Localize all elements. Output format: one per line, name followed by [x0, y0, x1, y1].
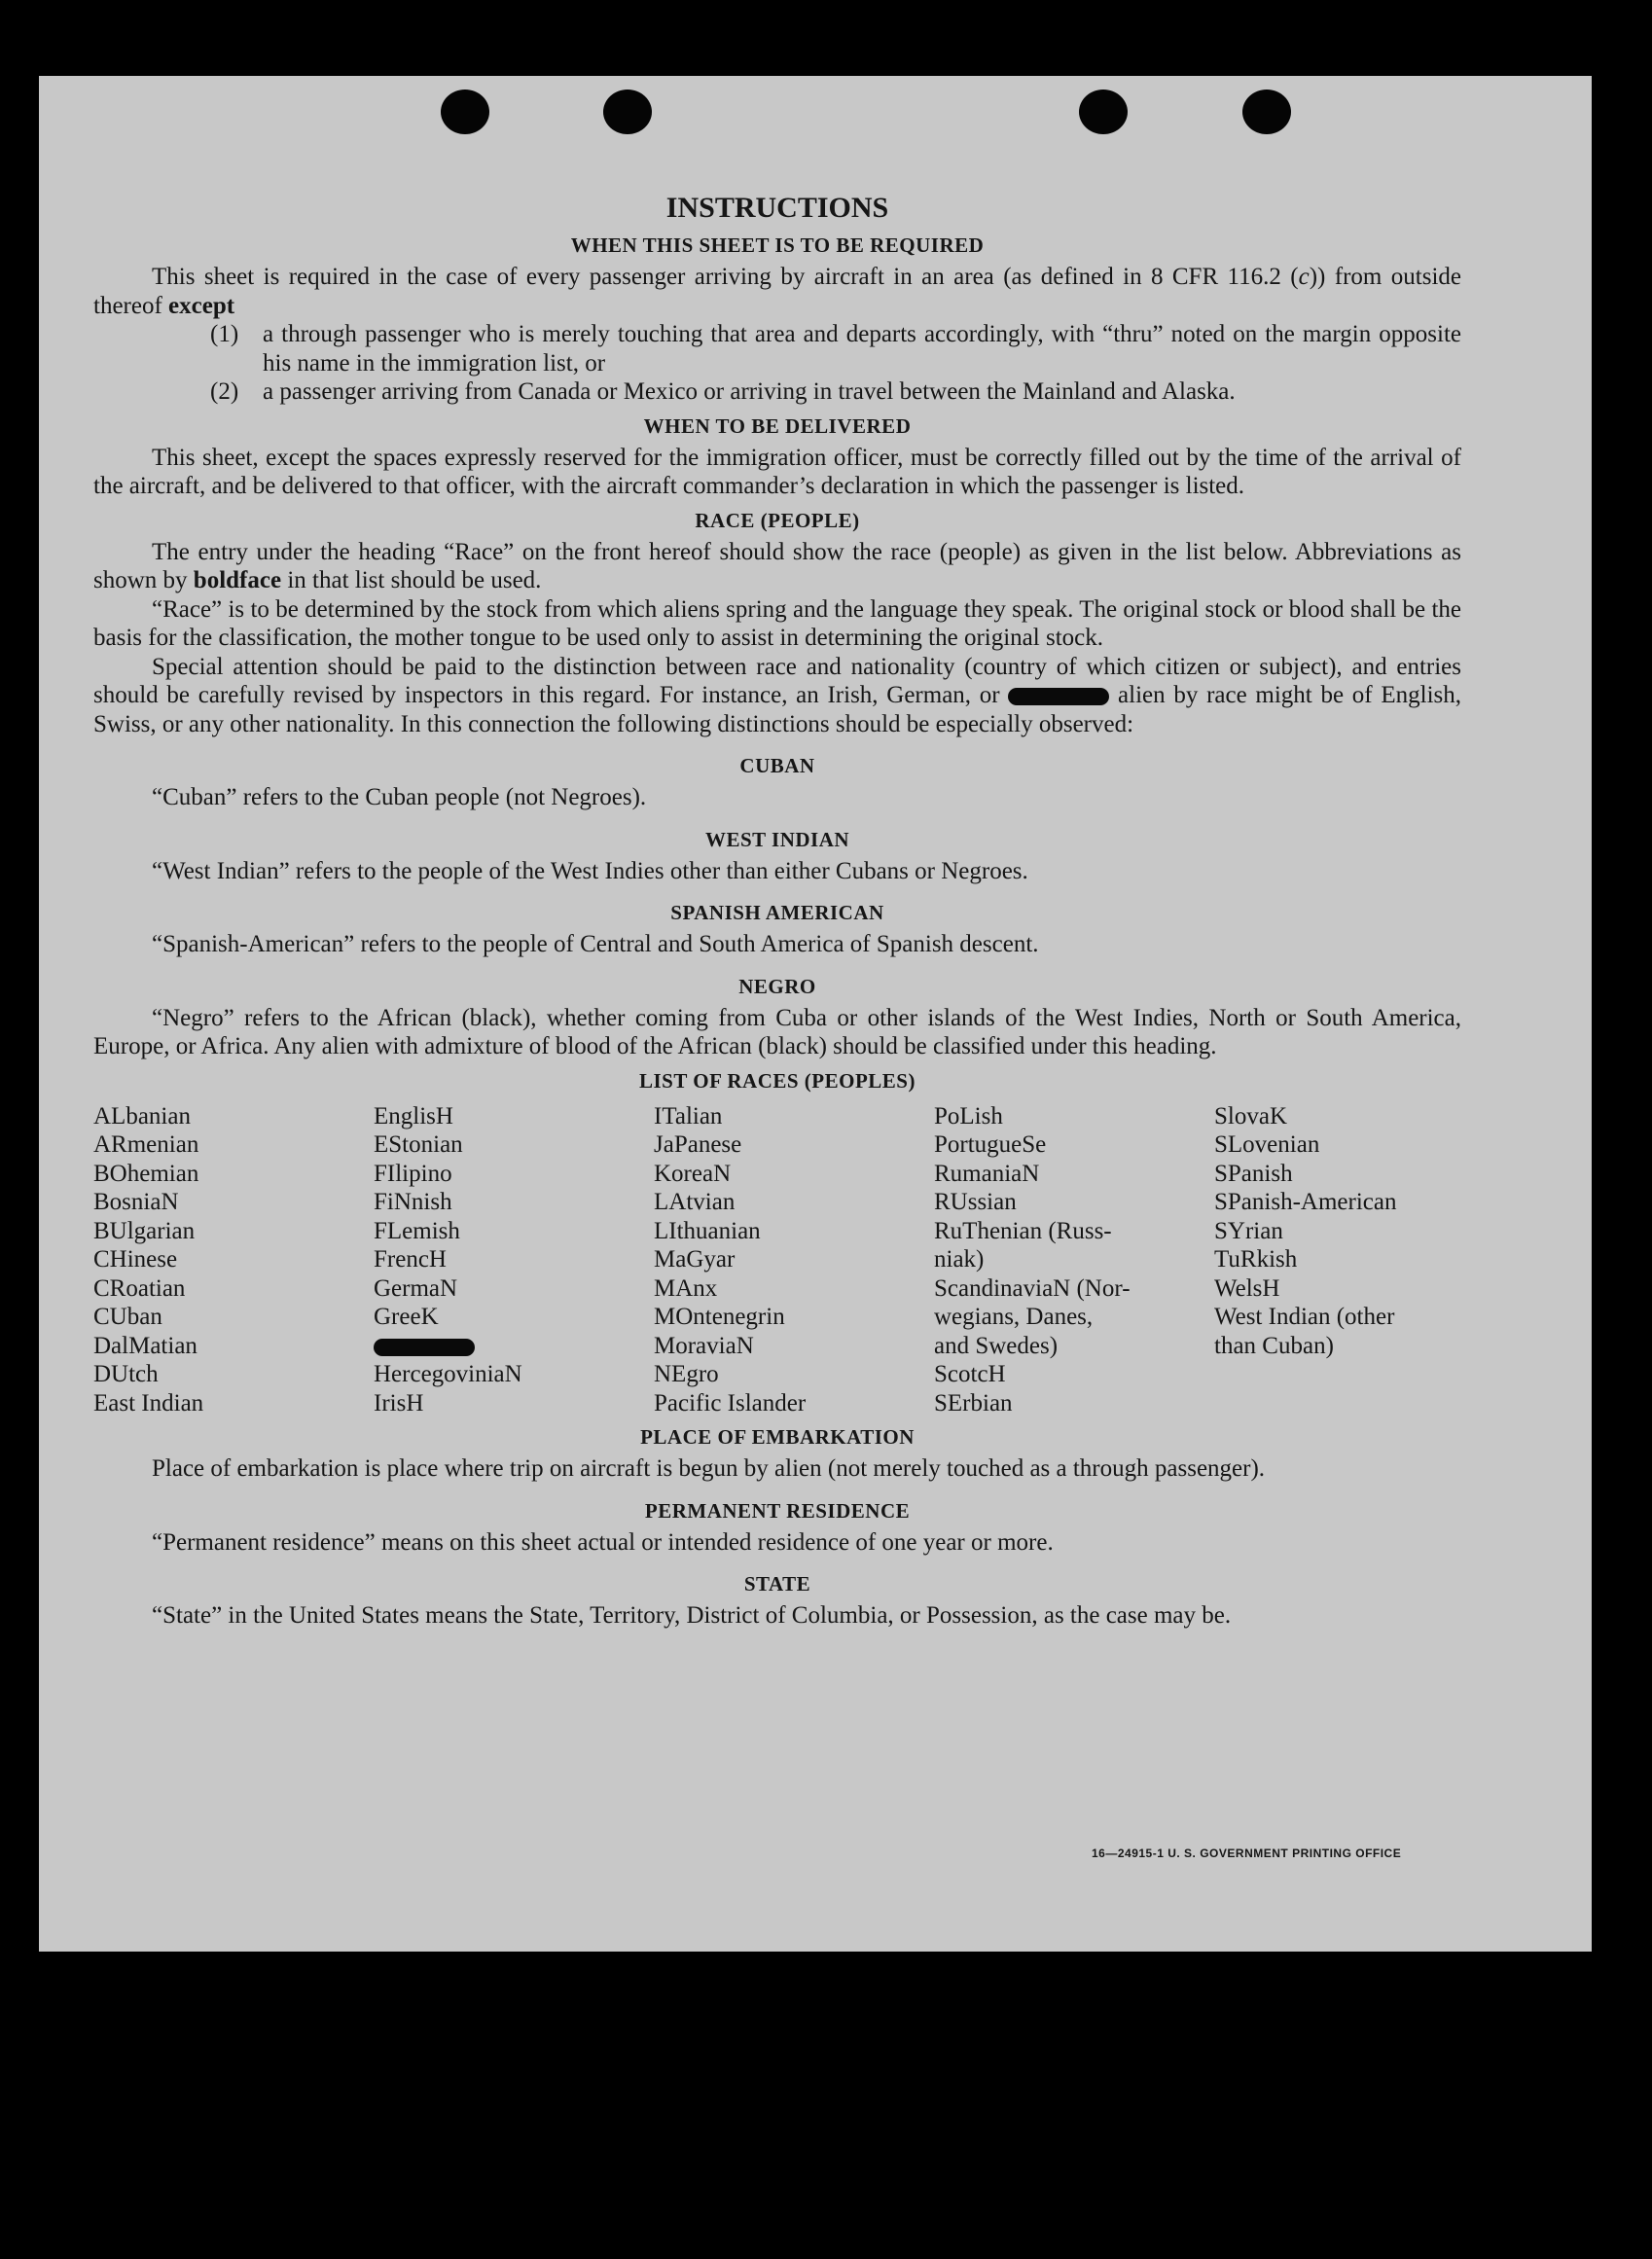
punch-hole — [1079, 90, 1128, 134]
heading-when-delivered: WHEN TO BE DELIVERED — [643, 413, 912, 438]
document-body — [93, 191, 1461, 1631]
punch-hole — [441, 90, 489, 134]
race-entry: TuRkish — [1214, 1246, 1298, 1273]
exception-list — [93, 320, 1461, 407]
document-title: INSTRUCTIONS — [665, 192, 889, 224]
redacted-race-entry — [374, 1332, 654, 1361]
race-entry: EnglisH — [374, 1102, 453, 1130]
race-entry: SErbian — [934, 1389, 1013, 1416]
race-entry: BOhemian — [93, 1160, 199, 1187]
race-entry: GermaN — [374, 1274, 458, 1302]
race-entry: IrisH — [374, 1389, 424, 1416]
paragraph-embarkation: Place of embarkation is place where trip on aircraft is begun by alien (not merely touched as a through passenger). — [152, 1455, 1266, 1482]
race-list — [93, 1102, 1461, 1418]
instruction-sheet — [39, 76, 1592, 1952]
race-entry: FiNnish — [374, 1189, 452, 1215]
heading-when-required: WHEN THIS SHEET IS TO BE REQUIRED — [570, 233, 985, 257]
race-entry: HercegoviniaN — [374, 1361, 522, 1387]
race-entry: KoreaN — [654, 1160, 732, 1187]
punch-hole — [603, 90, 652, 134]
paragraph-race-2: “Race” is to be determined by the stock from which aliens spring and the language they speak. The original stock or blood shall be the basis for the classification, the mother tongue to be used only to assist in determining the original stock. — [93, 595, 1461, 651]
race-entry: RumaniaN — [934, 1160, 1040, 1187]
race-entry: JaPanese — [654, 1131, 742, 1158]
race-entry: Pacific Islander — [654, 1389, 807, 1416]
race-entry: ScandinaviaN (Nor- — [934, 1274, 1131, 1302]
paragraph-when-required: This sheet is required in the case of every passenger arriving by aircraft in an area (as defined in 8 CFR 116.2 (c)) from outside thereof except — [93, 264, 1462, 319]
race-entry: RUssian — [934, 1189, 1017, 1215]
paragraph-spanish-american: “Spanish-American” refers to the people of Central and South America of Spanish descent. — [152, 931, 1039, 957]
heading-permanent-residence: PERMANENT RESIDENCE — [644, 1498, 911, 1523]
race-column — [93, 1102, 374, 1418]
race-column — [374, 1102, 654, 1418]
race-entry: DalMatian — [93, 1332, 198, 1359]
heading-list-of-races: LIST OF RACES (PEOPLES) — [639, 1068, 916, 1093]
race-entry: PortugueSe — [934, 1131, 1047, 1158]
paragraph-when-delivered: This sheet, except the spaces expressly reserved for the immigration officer, must be correctly filled out by the time of the arrival of the aircraft, and be delivered to that officer, with the aircraft commander’s declaration in which the passenger is listed. — [93, 444, 1461, 499]
heading-spanish-american: SPANISH AMERICAN — [670, 901, 884, 924]
race-entry: East Indian — [93, 1389, 204, 1416]
race-entry: CUban — [93, 1304, 162, 1330]
race-entry: and Swedes) — [934, 1332, 1059, 1359]
race-entry: ITalian — [654, 1102, 723, 1130]
paragraph-race-1: The entry under the heading “Race” on the front hereof should show the race (people) as given in the list below. Abbreviations as shown by boldface in that list should be used. — [93, 538, 1461, 593]
race-entry: than Cuban) — [1214, 1332, 1334, 1359]
race-entry: LAtvian — [654, 1189, 736, 1215]
list-item: (2) a passenger arriving from Canada or Mexico or arriving in travel between the Mainland and Alaska. — [210, 378, 1236, 405]
heading-place-of-embarkation: PLACE OF EMBARKATION — [640, 1425, 915, 1449]
race-entry: BosniaN — [93, 1189, 179, 1215]
list-item: (1) a through passenger who is merely touching that area and departs accordingly, with “thru” noted on the margin opposite his name in the immigration list, or — [210, 321, 1461, 376]
race-entry: NEgro — [654, 1361, 719, 1387]
race-entry: GreeK — [374, 1304, 439, 1330]
race-entry: CHinese — [93, 1246, 178, 1273]
race-entry: LIthuanian — [654, 1217, 761, 1244]
race-entry: SYrian — [1214, 1217, 1283, 1244]
race-entry: niak) — [934, 1246, 985, 1273]
race-entry: FLemish — [374, 1217, 460, 1244]
paragraph-residence: “Permanent residence” means on this sheet actual or intended residence of one year or more. — [152, 1528, 1054, 1556]
race-column — [654, 1102, 934, 1418]
race-entry: SPanish-American — [1214, 1189, 1397, 1215]
paragraph-negro: “Negro” refers to the African (black), whether coming from Cuba or other islands of the West Indies, North or South America, Europe, or Africa. Any alien with admixture of blood of the African (black) should be classified under this heading. — [93, 1004, 1461, 1059]
race-entry: MAnx — [654, 1274, 718, 1302]
race-entry: FrencH — [374, 1246, 447, 1273]
race-entry: MoraviaN — [654, 1332, 754, 1359]
paragraph-race-3: Special attention should be paid to the distinction between race and nationality (country of which citizen or subject), and entries should be carefully revised by inspectors in this regard. For instance, an Irish, German, or alien by race might be of English, Swiss, or any other nationality. In this connection the following distinctions should be especially observed: — [93, 653, 1461, 737]
race-column — [934, 1102, 1214, 1418]
heading-west-indian: WEST INDIAN — [704, 827, 850, 851]
race-entry: SLovenian — [1214, 1131, 1320, 1158]
redaction-mark — [1008, 688, 1109, 705]
paragraph-cuban: “Cuban” refers to the Cuban people (not Negroes). — [152, 784, 647, 810]
race-entry: ARmenian — [93, 1131, 199, 1158]
heading-cuban: CUBAN — [739, 754, 815, 777]
heading-state: STATE — [743, 1572, 811, 1596]
redaction-mark — [374, 1339, 475, 1356]
race-entry: FIlipino — [374, 1160, 452, 1187]
race-entry: DUtch — [93, 1361, 159, 1387]
race-entry: CRoatian — [93, 1274, 186, 1302]
race-entry: PoLish — [934, 1102, 1003, 1130]
race-column — [1214, 1102, 1461, 1418]
paragraph-state: “State” in the United States means the State, Territory, District of Columbia, or Possession, as the case may be. — [152, 1602, 1232, 1629]
race-entry: BUlgarian — [93, 1217, 196, 1244]
paragraph-west-indian: “West Indian” refers to the people of the West Indies other than either Cubans or Negroes. — [152, 857, 1028, 884]
race-entry: RuThenian (Russ- — [934, 1217, 1112, 1244]
race-entry: MaGyar — [654, 1246, 736, 1273]
race-entry: ALbanian — [93, 1102, 191, 1130]
race-entry: EStonian — [374, 1131, 463, 1158]
race-entry: SPanish — [1214, 1160, 1293, 1187]
race-entry: ScotcH — [934, 1361, 1006, 1387]
race-entry: West Indian (other — [1214, 1304, 1395, 1330]
punch-hole — [1242, 90, 1291, 134]
race-entry: SlovaK — [1214, 1102, 1287, 1130]
race-entry: MOntenegrin — [654, 1304, 785, 1330]
race-entry: WelsH — [1214, 1274, 1280, 1302]
heading-race: RACE (PEOPLE) — [695, 508, 860, 532]
race-entry: wegians, Danes, — [934, 1304, 1094, 1330]
printer-imprint: 16—24915-1 U. S. GOVERNMENT PRINTING OFFICE — [1092, 1847, 1402, 1860]
heading-negro: NEGRO — [738, 974, 816, 998]
